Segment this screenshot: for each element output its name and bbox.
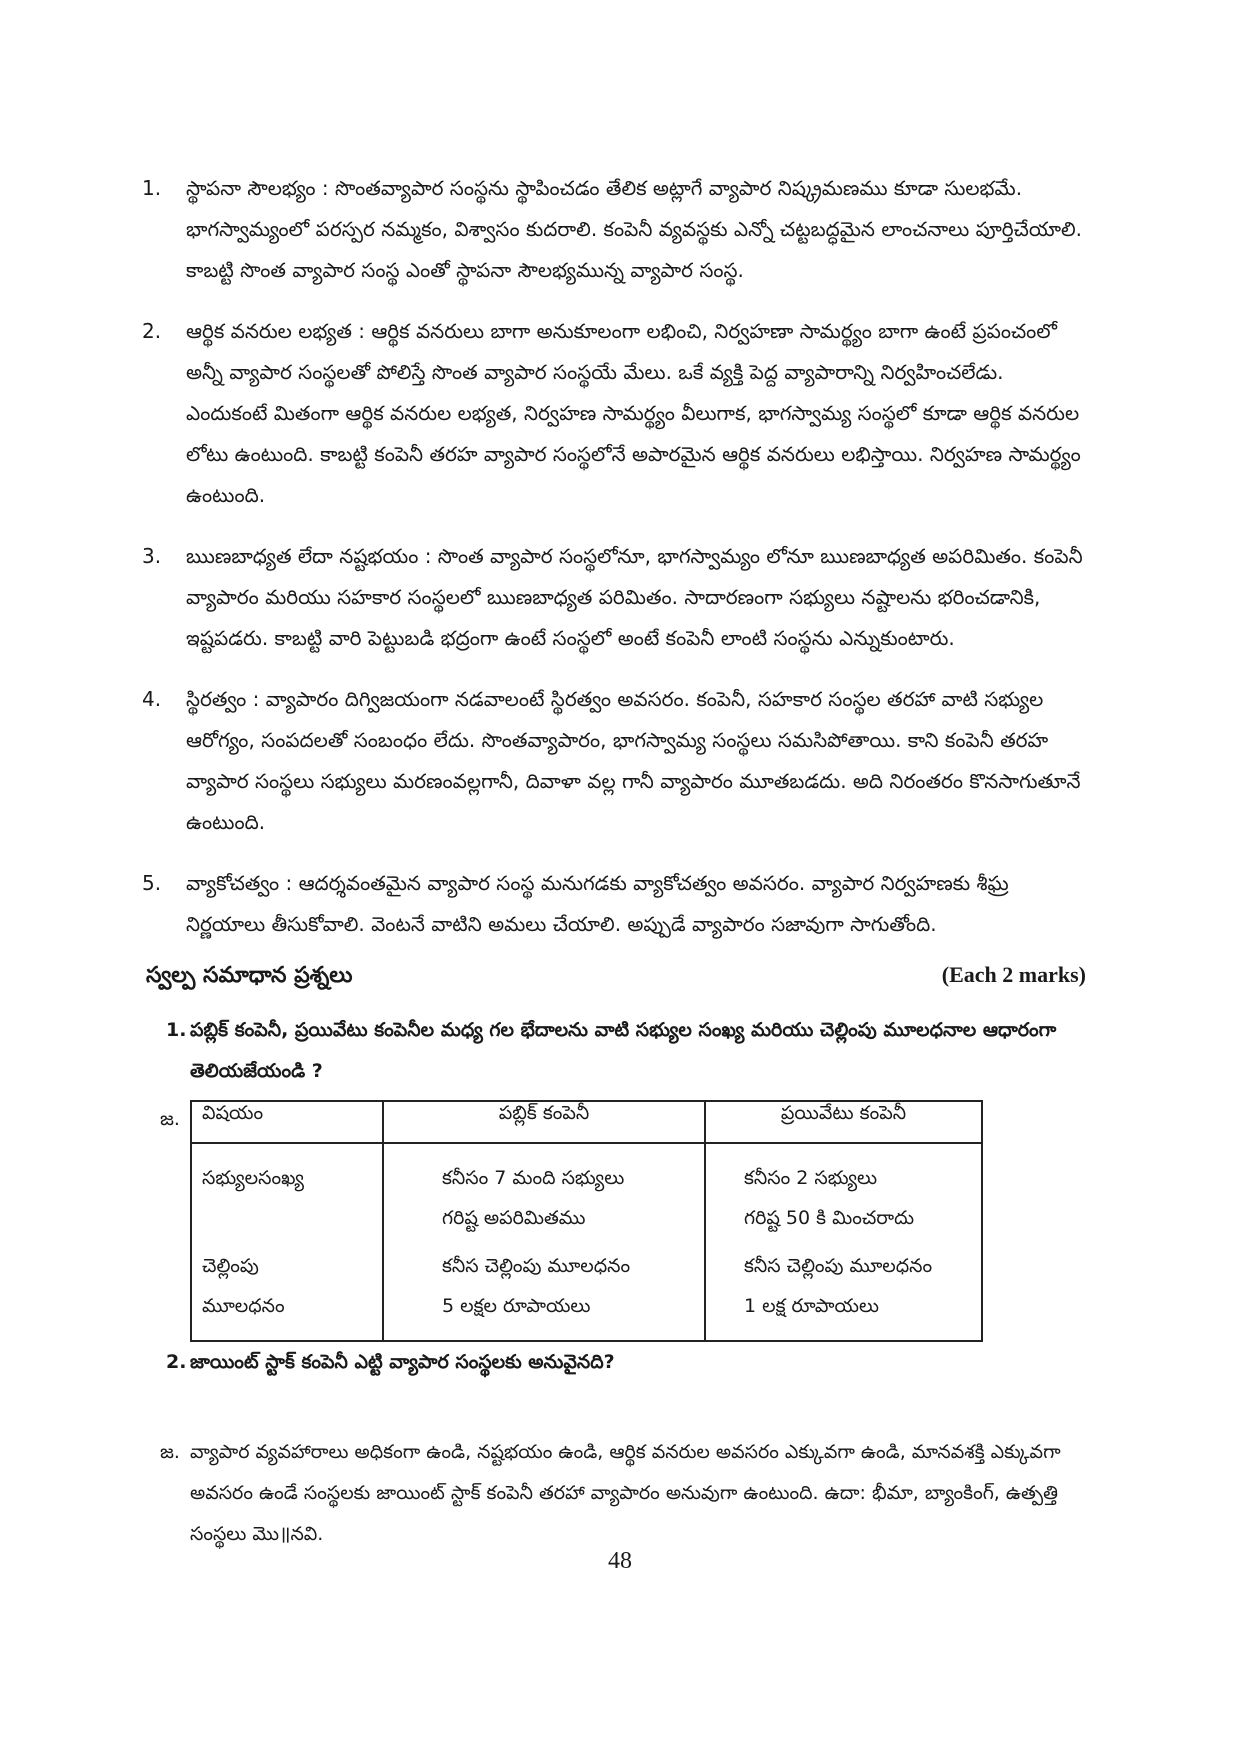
- list-item: [142, 536, 1086, 659]
- list-item: [142, 863, 1086, 945]
- item-number: 4.: [142, 687, 162, 711]
- item-text: ఋణబాధ్యత లేదా నష్టభయం : సొంత వ్యాపార సంస్థలోనూ, భాగస్వామ్యం లోనూ ఋణబాధ్యత అపరిమితం. కంపెనీ వ్యాపారం మరియు సహకార సంస్థలలో ఋణబాధ్యత పరిమితం. సాదారణంగా సభ్యులు నష్టాలను భరించడానికి, ఇష్టపడరు. కాబట్టి వారి పెట్టుబడి భద్రంగా ఉంటే సంస్థలో అంటే కంపెనీ లాంటి సంస్థను ఎన్నుకుంటారు.: [186, 544, 1083, 650]
- item-text: స్థాపనా సౌలభ్యం : సొంతవ్యాపార సంస్థను స్థాపించడం తేలిక అట్లాగే వ్యాపార నిష్క్రమణము కూడా సులభమే. భాగస్వామ్యంలో పరస్పర నమ్మకం, విశ్వాసం కుదరాలి. కంపెనీ వ్యవస్థకు ఎన్నో చట్టబద్ధమైన లాంచనాలు పూర్తిచేయాలి. కాబట్టి సొంత వ్యాపార సంస్థ ఎంతో స్థాపనా సౌలభ్యమున్న వ్యాపార సంస్థ.: [186, 176, 1083, 282]
- table-cell: [383, 1143, 705, 1242]
- cell-line: కనీస చెల్లింపు మూలధనం: [442, 1255, 631, 1277]
- item-number: 1.: [142, 176, 162, 200]
- item-text: ఆర్థిక వనరుల లభ్యత : ఆర్థిక వనరులు బాగా అనుకూలంగా లభించి, నిర్వహణా సామర్థ్యం బాగా ఉంటే ప్రపంచంలో అన్నీ వ్యాపార సంస్థలతో పోలిస్తే సొంత వ్యాపార సంస్థయే మేలు. ఒకే వ్యక్తి పెద్ద వ్యాపారాన్ని నిర్వహించలేడు. ఎందుకంటే మితంగా ఆర్థిక వనరుల లభ్యత, నిర్వహణ సామర్థ్యం వీలుగాక, భాగస్వామ్య సంస్థలో కూడా ఆర్థిక వనరుల లోటు ఉంటుంది. కాబట్టి కంపెనీ తరహ వ్యాపార సంస్థలోనే అపారమైన ఆర్థిక వనరులు లభిస్తాయి. నిర్వహణ సామర్థ్యం ఉంటుంది.: [186, 319, 1081, 507]
- cell-line: గరిష్ట 50 కి మించరాదు: [744, 1207, 915, 1229]
- section-marks: (Each 2 marks): [941, 962, 1086, 987]
- table-cell: [383, 1242, 705, 1341]
- list-item: [142, 679, 1086, 843]
- table-cell: [191, 1143, 383, 1242]
- answer-label: జ.: [160, 1441, 180, 1463]
- cell-line: 1 లక్ష రూపాయలు: [744, 1295, 879, 1317]
- item-text: వ్యాకోచత్వం : ఆదర్శవంతమైన వ్యాపార సంస్థ మనుగడకు వ్యాకోచత్వం అవసరం. వ్యాపార నిర్వహణకు శీఘ్ర నిర్ణయాలు తీసుకోవాలి. వెంటనే వాటిని అమలు చేయాలి. అప్పుడే వ్యాపారం సజావుగా సాగుతోంది.: [186, 871, 1009, 936]
- question-text: పబ్లిక్ కంపెనీ, ప్రయివేటు కంపెనీల మధ్య గల భేదాలను వాటి సభ్యుల సంఖ్య మరియు చెల్లింపు మూలధనాల ఆధారంగా తెలియజేయండి ?: [190, 1019, 1057, 1082]
- table-cell: [705, 1242, 982, 1341]
- cell-line: గరిష్ట అపరిమితము: [442, 1207, 586, 1229]
- table-row: [191, 1242, 982, 1341]
- list-item: [142, 311, 1086, 516]
- item-number: 2.: [142, 319, 162, 343]
- comparison-table: [190, 1100, 983, 1342]
- table-row: [191, 1143, 982, 1242]
- question-number: 2.: [166, 1351, 187, 1373]
- col-header-aspect: విషయం: [191, 1101, 383, 1143]
- cell-line: చెల్లింపు: [202, 1255, 259, 1277]
- table-header-row: [191, 1101, 982, 1143]
- cell-line: కనీస చెల్లింపు మూలధనం: [744, 1255, 933, 1277]
- table-cell: [705, 1143, 982, 1242]
- question-number: 1.: [166, 1019, 187, 1041]
- cell-line: కనీసం 2 సభ్యులు: [744, 1167, 878, 1189]
- cell-line: 5 లక్షల రూపాయలు: [442, 1295, 591, 1317]
- question-1: [166, 1010, 1086, 1092]
- page-number: 48: [608, 1548, 632, 1574]
- answer-label: జ.: [160, 1108, 180, 1130]
- question-text: జాయింట్ స్టాక్ కంపెనీ ఎట్టి వ్యాపార సంస్థలకు అనువైనది?: [190, 1351, 615, 1373]
- section-heading: [146, 962, 1086, 993]
- section-title: స్వల్ప సమాధాన ప్రశ్నలు: [146, 963, 353, 988]
- cell-line: సభ్యులసంఖ్య: [202, 1167, 304, 1189]
- cell-line: మూలధనం: [202, 1295, 285, 1317]
- col-header-private: ప్రయివేటు కంపెనీ: [705, 1101, 982, 1143]
- item-number: 5.: [142, 871, 162, 895]
- list-item: [142, 168, 1086, 291]
- table-cell: [191, 1242, 383, 1341]
- cell-line: కనీసం 7 మంది సభ్యులు: [442, 1167, 625, 1189]
- answer-2-text: వ్యాపార వ్యవహారాలు అధికంగా ఉండి, నష్టభయం ఉండి, ఆర్థిక వనరుల అవసరం ఎక్కువగా ఉండి, మానవశక్తి ఎక్కువగా అవసరం ఉండే సంస్థలకు జాయింట్ స్టాక్ కంపెనీ తరహా వ్యాపారం అనువుగా ఉంటుంది. ఉదా: భీమా, బ్యాంకింగ్, ఉత్పత్తి సంస్థలు మొ॥నవి.: [190, 1441, 1061, 1545]
- item-number: 3.: [142, 544, 162, 568]
- col-header-public: పబ్లిక్ కంపెనీ: [383, 1101, 705, 1143]
- advantages-list: [142, 168, 1086, 965]
- item-text: స్థిరత్వం : వ్యాపారం దిగ్విజయంగా నడవాలంటే స్థిరత్వం అవసరం. కంపెనీ, సహకార సంస్థల తరహా వాటి సభ్యుల ఆరోగ్యం, సంపదలతో సంబంధం లేదు. సొంతవ్యాపారం, భాగస్వామ్య సంస్థలు సమసిపోతాయి. కాని కంపెనీ తరహ వ్యాపార సంస్థలు సభ్యులు మరణంవల్లగానీ, దివాళా వల్ల గానీ వ్యాపారం మూతబడదు. అది నిరంతరం కొనసాగుతూనే ఉంటుంది.: [186, 687, 1081, 834]
- question-2: [166, 1342, 1086, 1383]
